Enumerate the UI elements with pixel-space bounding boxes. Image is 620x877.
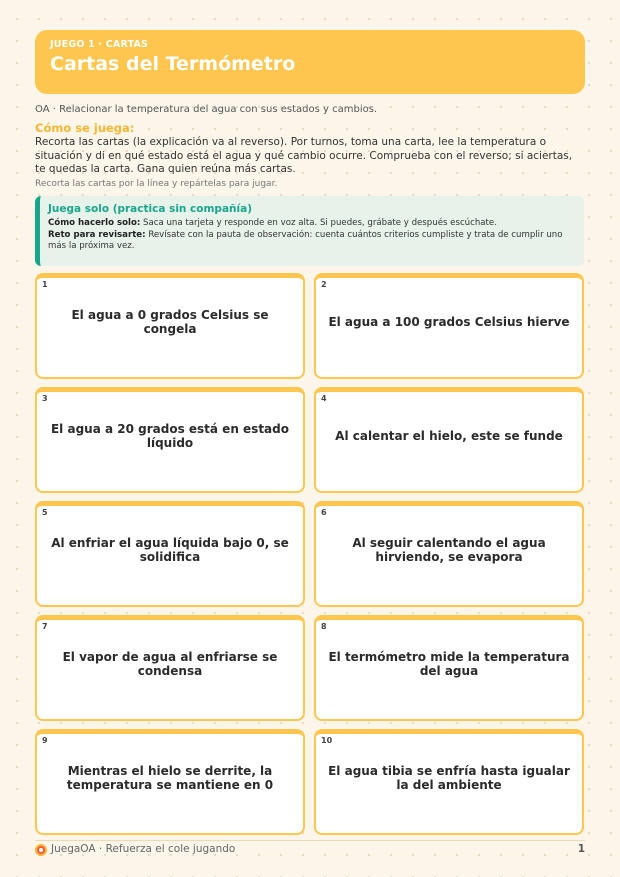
- card-number: 9: [42, 736, 48, 745]
- solo-title: Juega solo (practica sin compañía): [48, 203, 252, 215]
- page-number: 1: [577, 843, 585, 855]
- solo-challenge-label: Reto para revisarte:: [48, 229, 146, 240]
- learning-objective: OA · Relacionar la temperatura del agua con sus estados y cambios.: [35, 104, 378, 115]
- page-title: Cartas del Termómetro: [50, 53, 296, 75]
- card-number: 7: [42, 622, 48, 631]
- card-number: 1: [42, 280, 48, 289]
- card-text: El agua tibia se enfría hasta igualar la del ambiente: [328, 764, 570, 792]
- card-number: 6: [321, 508, 327, 517]
- solo-how-line: [48, 218, 572, 230]
- instructions-text: Recorta las cartas (la explicación va al reverso). Por turnos, toma una carta, lee la temperatura o situación y di en qué estado está el agua y qué cambio ocurre. Comprueba con el reverso; si aciertas, te quedas la carta. Gana quien reúna más cartas.: [35, 136, 573, 176]
- card-text: Al enfriar el agua líquida bajo 0, se solidifica: [51, 536, 289, 564]
- card-1: [35, 273, 305, 379]
- card-text: El agua a 0 grados Celsius se congela: [71, 308, 269, 336]
- footer-divider: [35, 840, 585, 841]
- footer-brand: JuegaOA · Refuerza el cole jugando: [51, 843, 236, 855]
- card-2: [314, 273, 584, 379]
- card-7: [35, 615, 305, 721]
- header-banner: [35, 30, 585, 94]
- solo-challenge-line: [48, 230, 572, 253]
- how-to-play-label: Cómo se juega:: [35, 121, 135, 135]
- card-text: El agua a 20 grados está en estado líquido: [50, 422, 289, 450]
- solo-how-text: Saca una tarjeta y responde en voz alta. Si puedes, grábate y después escúchate.: [143, 218, 497, 228]
- solo-challenge-text: Revísate con la pauta de observación: cuenta cuántos criterios cumpliste y trata de cumplir uno más la próxima vez.: [48, 229, 563, 251]
- card-6: [314, 501, 584, 607]
- card-number: 5: [42, 508, 48, 517]
- card-text: Al seguir calentando el agua hirviendo, se evapora: [352, 536, 546, 564]
- brand-logo-icon: [35, 844, 47, 856]
- card-text: El vapor de agua al enfriarse se condensa: [62, 650, 278, 678]
- card-number: 2: [321, 280, 327, 289]
- solo-play-box: [35, 196, 584, 266]
- card-text: Al calentar el hielo, este se funde: [335, 429, 563, 443]
- cut-note: Recorta las cartas por la línea y repártelas para jugar.: [35, 179, 278, 189]
- card-number: 3: [42, 394, 48, 403]
- card-number: 10: [321, 736, 333, 745]
- card-number: 8: [321, 622, 327, 631]
- game-kicker: JUEGO 1 · CARTAS: [50, 39, 149, 50]
- card-9: [35, 729, 305, 835]
- card-5: [35, 501, 305, 607]
- card-text: El termómetro mide la temperatura del agua: [328, 650, 570, 678]
- card-3: [35, 387, 305, 493]
- card-10: [314, 729, 584, 835]
- card-8: [314, 615, 584, 721]
- card-text: El agua a 100 grados Celsius hierve: [328, 315, 570, 329]
- card-text: Mientras el hielo se derrite, la temperatura se mantiene en 0: [66, 764, 274, 792]
- card-number: 4: [321, 394, 327, 403]
- solo-how-label: Cómo hacerlo solo:: [48, 218, 141, 228]
- card-4: [314, 387, 584, 493]
